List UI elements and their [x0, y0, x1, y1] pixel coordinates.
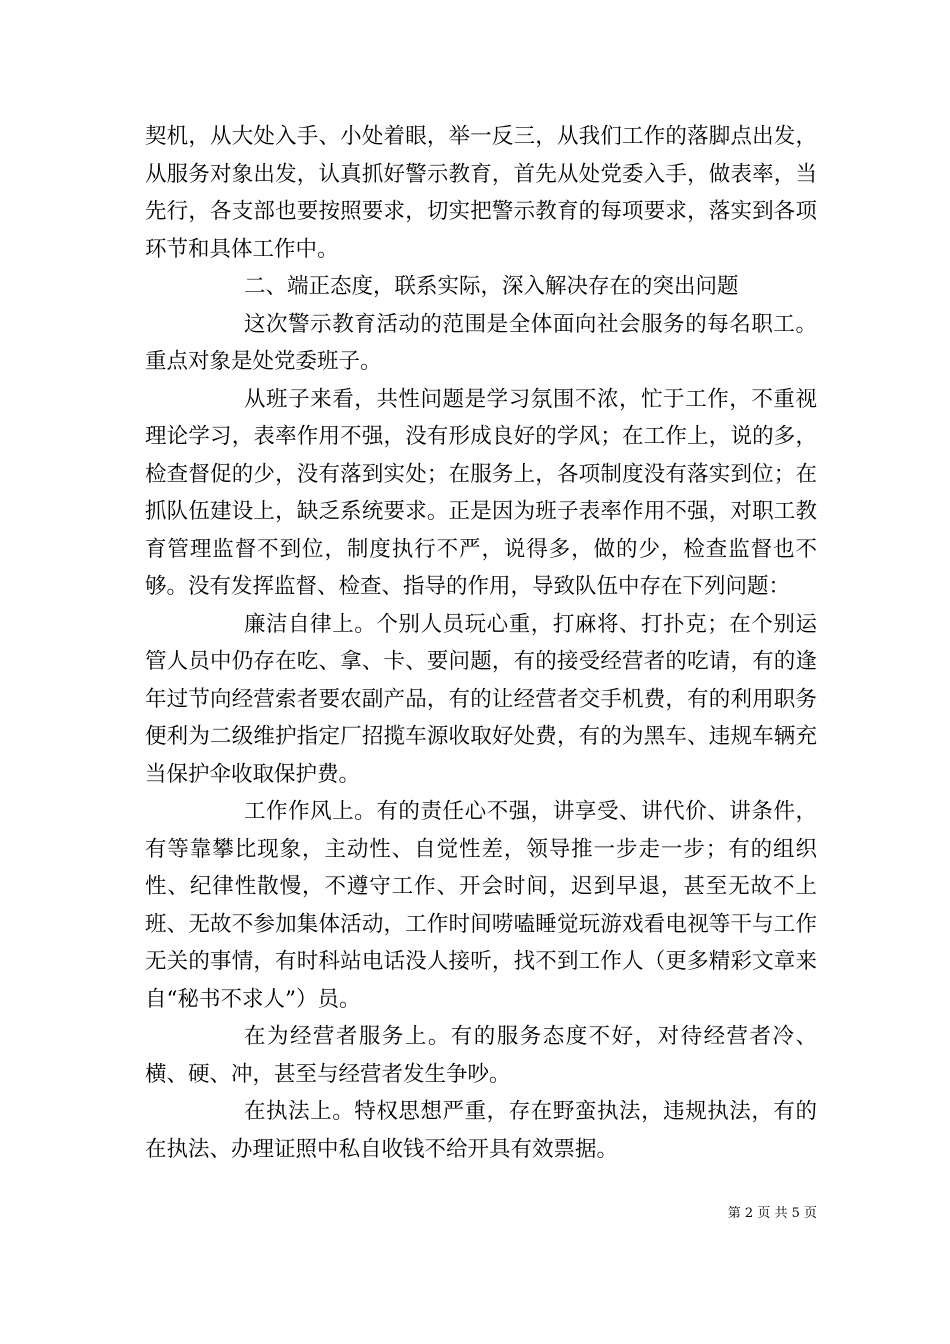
paragraph-continuation: 契机，从大处入手、小处着眼，举一反三，从我们工作的落脚点出发，从服务对象出发，认真抓好警示教育，首先从处党委入手，做表率，当先行，各支部也要按照要求，切实把警示教育的每项要求，落实到各项环节和具体工作中。 — [145, 124, 817, 262]
section-heading: 二、端正态度，联系实际，深入解决存在的突出问题 — [244, 274, 739, 299]
document-body — [145, 118, 817, 1168]
paragraph-service: 在为经营者服务上。有的服务态度不好，对待经营者冷、横、硬、冲，甚至与经营者发生争吵。 — [145, 1024, 817, 1087]
paragraph-enforcement: 在执法上。特权思想严重，存在野蛮执法，违规执法，有的在执法、办理证照中私自收钱不给开具有效票据。 — [145, 1099, 817, 1162]
paragraph-integrity: 廉洁自律上。个别人员玩心重，打麻将、打扑克；在个别运管人员中仍存在吃、拿、卡、要问题，有的接受经营者的吃请，有的逢年过节向经营索者要农副产品，有的让经营者交手机费，有的利用职务便利为二级维护指定厂招揽车源收取好处费，有的为黑车、违规车辆充当保护伞收取保护费。 — [145, 611, 817, 787]
paragraph-team-issues: 从班子来看，共性问题是学习氛围不浓，忙于工作，不重视理论学习，表率作用不强，没有形成良好的学风；在工作上，说的多，检查督促的少，没有落到实处；在服务上，各项制度没有落实到位；在抓队伍建设上，缺乏系统要求。正是因为班子表率作用不强，对职工教育管理监督不到位，制度执行不严，说得多，做的少，检查监督也不够。没有发挥监督、检查、指导的作用，导致队伍中存在下列问题： — [145, 386, 817, 599]
paragraph-work-style: 工作作风上。有的责任心不强，讲享受、讲代价、讲条件，有等靠攀比现象，主动性、自觉性差，领导推一步走一步；有的组织性、纪律性散慢，不遵守工作、开会时间，迟到早退，甚至无故不上班、无故不参加集体活动，工作时间唠嗑睡觉玩游戏看电视等干与工作无关的事情，有时科站电话没人接听，找不到工作人（更多精彩文章来自“秘书不求人”）员。 — [145, 799, 817, 1012]
page-number-footer: 第 2 页 共 5 页 — [727, 1206, 817, 1221]
paragraph-scope: 这次警示教育活动的范围是全体面向社会服务的每名职工。重点对象是处党委班子。 — [145, 311, 817, 374]
